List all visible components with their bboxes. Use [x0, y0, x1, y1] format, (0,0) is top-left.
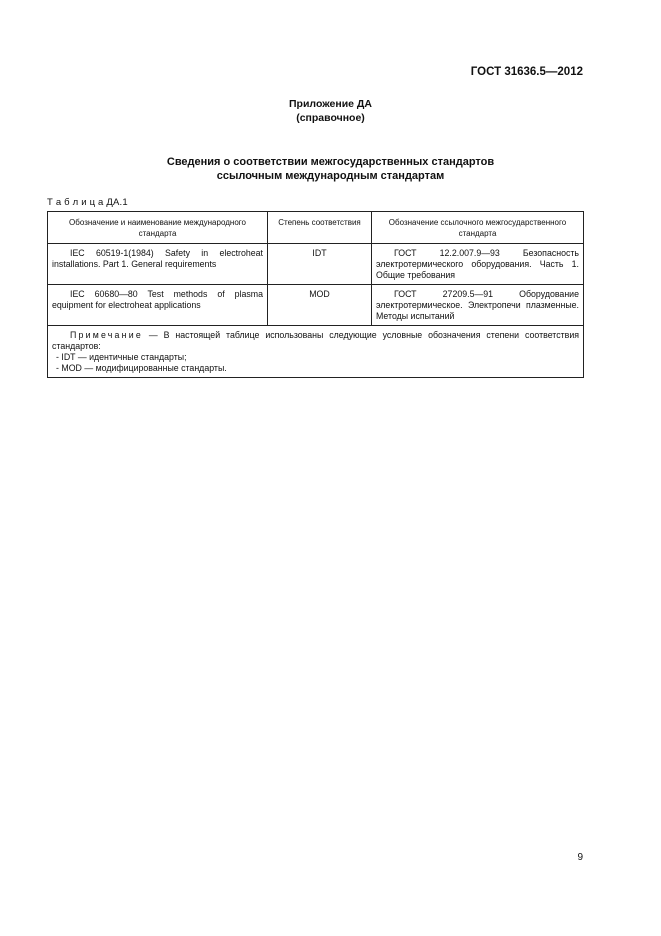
header-ref-standard: Обозначение ссылочного межгосударственного стандарта [372, 212, 584, 244]
header-degree: Степень соответствия [268, 212, 372, 244]
cell-intl-standard: IEC 60519-1(1984) Safety in electroheat installations. Part 1. General requirements [48, 244, 268, 285]
annex-heading [0, 97, 661, 125]
section-title-line-2: ссылочным международным стандартам [216, 170, 445, 182]
table-row [48, 285, 584, 326]
table-row [48, 244, 584, 285]
note-label: Примечание [70, 330, 143, 340]
table-note-row [48, 326, 584, 378]
cell-ref-standard: ГОСТ 12.2.007.9—93 Безопасность электротермического оборудования. Часть 1. Общие требования [372, 244, 584, 285]
note-item-idt: - IDT — идентичные стандарты; [56, 352, 187, 362]
page-number: 9 [577, 852, 583, 863]
note-intro [52, 330, 579, 352]
section-title [0, 155, 661, 183]
section-title-line-1: Сведения о соответствии межгосударственных стандартов [166, 156, 495, 168]
note-item-mod: - MOD — модифицированные стандарты. [56, 363, 227, 373]
cell-intl-standard: IEC 60680—80 Test methods of plasma equipment for electroheat applications [48, 285, 268, 326]
table-note [48, 326, 584, 378]
table-label: Т а б л и ц а ДА.1 [47, 197, 128, 208]
cell-degree: MOD [268, 285, 372, 326]
annex-title: Приложение ДА [289, 98, 372, 110]
table-header-row [48, 212, 584, 244]
cell-ref-standard: ГОСТ 27209.5—91 Оборудование электротермическое. Электропечи плазменные. Методы испытаний [372, 285, 584, 326]
document-code: ГОСТ 31636.5—2012 [470, 66, 583, 78]
cell-degree: IDT [268, 244, 372, 285]
annex-subtitle: (справочное) [296, 112, 365, 124]
note-text: — В настоящей таблице использованы следующие условные обозначения степени соответствия стандартов: [52, 330, 579, 351]
correspondence-table [47, 211, 584, 378]
header-intl-standard: Обозначение и наименование международного стандарта [48, 212, 268, 244]
